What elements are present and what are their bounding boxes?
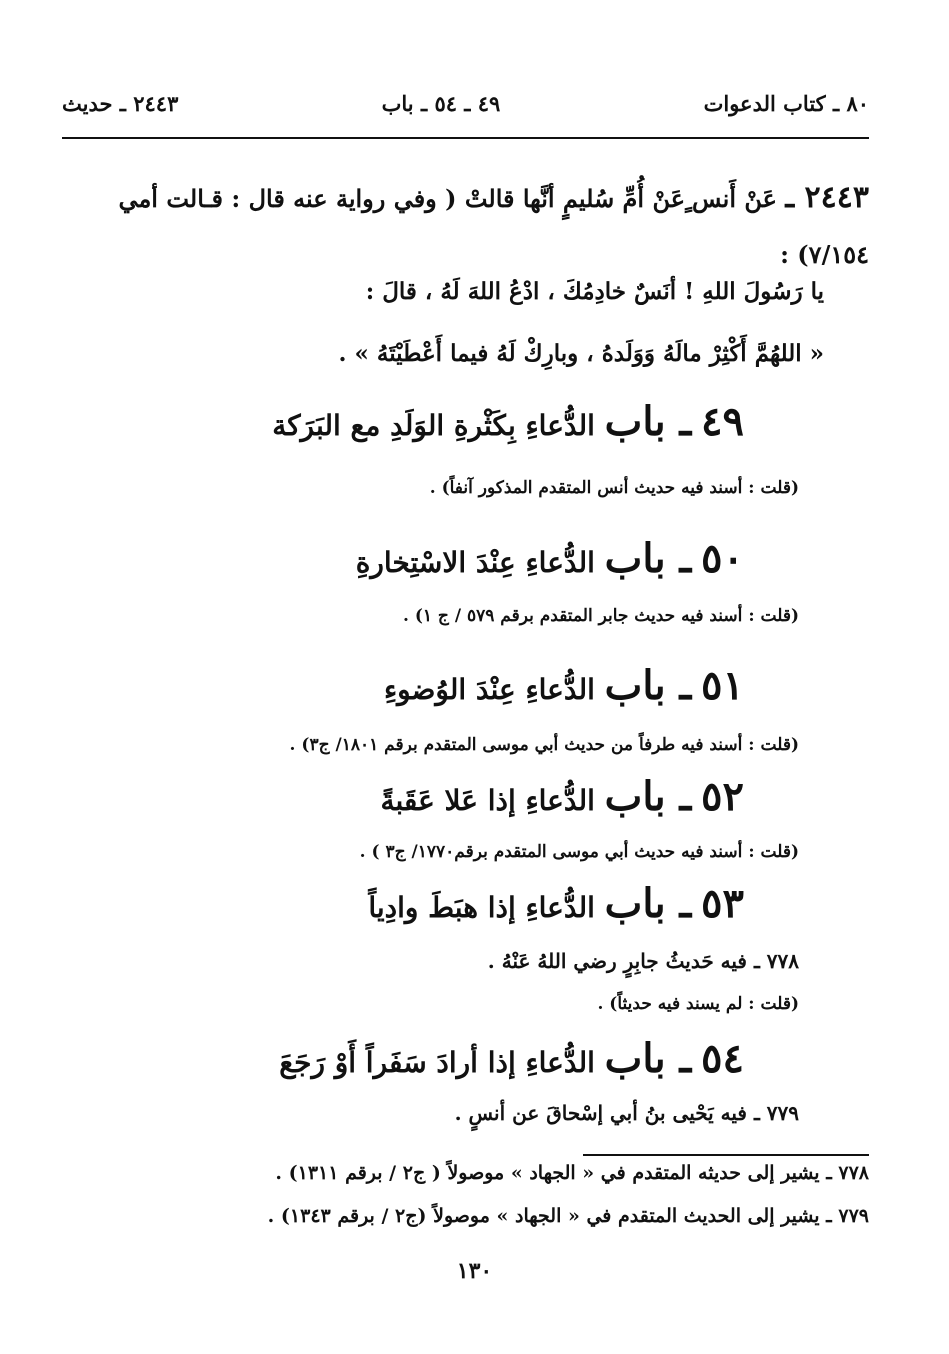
- header-divider: [62, 137, 869, 139]
- chapter-bab: ـ باب: [604, 535, 692, 582]
- chapter-bab: ـ باب: [604, 662, 692, 709]
- chapter-number: ٥٤: [701, 1035, 744, 1082]
- footnote-779: ٧٧٩ ـ يشير إلى الحديث المتقدم في « الجهاد » موصولاً (ج٢ / برقم ١٣٤٣) .: [267, 1205, 869, 1227]
- chapter-bab: ـ باب: [604, 880, 692, 927]
- hadith-quote-line-1: يا رَسُولَ اللهِ ! أنَسٌ خادِمُكَ ، ادْعُ اللهَ لَهُ ، قالَ :: [365, 278, 824, 305]
- chapter-bab: ـ باب: [604, 1035, 692, 1082]
- chapter-bab: ـ باب: [604, 773, 692, 820]
- chapter-title: الدُّعاءِ إذا أرادَ سَفَراً أَوْ رَجَعَ: [279, 1046, 595, 1079]
- chapter-title: الدُّعاءِ إذا عَلا عَقَبةً: [380, 784, 595, 817]
- footnote-778: ٧٧٨ ـ يشير إلى حديثه المتقدم في « الجهاد » موصولاً ( ج٢ / برقم ١٣١١) .: [275, 1162, 869, 1184]
- item-779: ٧٧٩ ـ فيه يَحْيى بنُ أبي إسْحاقَ عن أنسٍ .: [454, 1101, 799, 1125]
- note-49: (قلت : أسند فيه حديث أنس المتقدم المذكور آنفاً) .: [429, 478, 799, 498]
- hadith-text: عَنْ أَنس ٍعَنْ أُمِّ سُليمٍ أنَّها قالتْ ( وفي رواية عنه قال : قـالت أمي ٧/١٥٤) :: [118, 184, 869, 269]
- chapter-heading-53: [62, 880, 744, 927]
- hadith-quote-line-2: « اللهُمَّ أَكْثِرْ مالَهُ وَوَلَدهُ ، وبارِكْ لَهُ فيما أَعْطَيْتَهُ » .: [338, 340, 824, 367]
- chapter-number: ٥٠: [701, 535, 744, 582]
- header-book-title: ٨٠ ـ كتاب الدعوات: [703, 90, 869, 116]
- running-header: [62, 86, 869, 120]
- note-51: (قلت : أسند فيه طرفاً من حديث أبي موسى المتقدم برقم ١٨٠١/ ج٣) .: [289, 735, 799, 755]
- chapter-title: الدُّعاءِ عِنْدَ الاسْتِخارةِ: [355, 546, 595, 579]
- note-50: (قلت : أسند فيه حديث جابر المتقدم برقم ٥٧٩ / ج ١) .: [402, 606, 799, 626]
- header-chapter-range: ٤٩ ـ ٥٤ ـ باب: [381, 90, 501, 116]
- chapter-heading-54: [62, 1035, 744, 1082]
- header-hadith-number: ٢٤٤٣ ـ حديث: [62, 90, 179, 116]
- note-52: (قلت : أسند فيه حديث أبي موسى المتقدم برقم١٧٧٠/ ج٣ ) .: [359, 842, 799, 862]
- chapter-number: ٥٣: [701, 880, 744, 927]
- footnote-divider: [583, 1154, 869, 1156]
- item-778: ٧٧٨ ـ فيه حَديثُ جابِرٍ رضي اللهُ عَنْهُ .: [487, 949, 799, 973]
- hadith-paragraph: [62, 170, 869, 283]
- chapter-heading-51: [62, 662, 744, 709]
- chapter-number: ٥٢: [701, 773, 744, 820]
- hadith-number: ٢٤٤٣ ـ: [785, 180, 869, 215]
- note-53: (قلت : لم يسند فيه حديثاً) .: [597, 994, 799, 1014]
- page-number: ١٣٠: [456, 1258, 493, 1284]
- chapter-heading-50: [62, 535, 744, 582]
- chapter-heading-49: [62, 398, 744, 445]
- chapter-number: ٤٩: [701, 398, 744, 445]
- chapter-title: الدُّعاءِ إذا هبَطَ وادِياً: [368, 891, 595, 924]
- chapter-number: ٥١: [701, 662, 744, 709]
- chapter-title: الدُّعاءِ عِنْدَ الوُضوءِ: [383, 673, 595, 706]
- chapter-bab: ـ باب: [604, 398, 692, 445]
- chapter-title: الدُّعاءِ بِكَثْرةِ الوَلَدِ مع البَرَكة: [272, 409, 595, 442]
- chapter-heading-52: [62, 773, 744, 820]
